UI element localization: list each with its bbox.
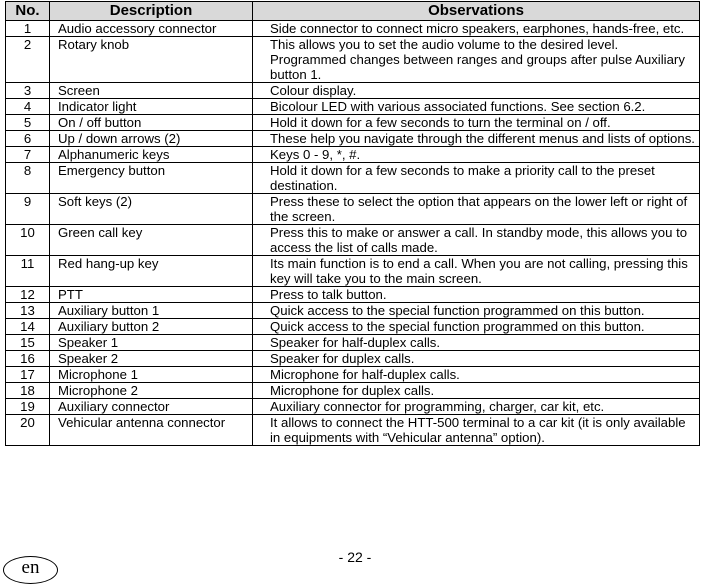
row-number: 5 bbox=[6, 115, 50, 131]
table-body bbox=[6, 21, 700, 446]
row-number: 20 bbox=[6, 415, 50, 446]
table-row bbox=[6, 37, 700, 83]
row-observations: Its main function is to end a call. When you are not calling, pressing this key will take you to the main screen. bbox=[253, 256, 700, 287]
row-observations: It allows to connect the HTT-500 terminal to a car kit (it is only available in equipments with “Vehicular antenna” option). bbox=[253, 415, 700, 446]
table-row bbox=[6, 335, 700, 351]
row-observations: Colour display. bbox=[253, 83, 700, 99]
row-description: Speaker 1 bbox=[50, 335, 253, 351]
row-observations: These help you navigate through the different menus and lists of options. bbox=[253, 131, 700, 147]
row-description: Audio accessory connector bbox=[50, 21, 253, 37]
row-description: Green call key bbox=[50, 225, 253, 256]
table-row bbox=[6, 147, 700, 163]
row-description: Rotary knob bbox=[50, 37, 253, 83]
table-row bbox=[6, 319, 700, 335]
table-row bbox=[6, 256, 700, 287]
row-number: 18 bbox=[6, 383, 50, 399]
row-description: Up / down arrows (2) bbox=[50, 131, 253, 147]
row-description: Alphanumeric keys bbox=[50, 147, 253, 163]
row-number: 1 bbox=[6, 21, 50, 37]
table-row bbox=[6, 131, 700, 147]
row-description: PTT bbox=[50, 287, 253, 303]
table-row bbox=[6, 194, 700, 225]
row-description: Auxiliary button 2 bbox=[50, 319, 253, 335]
row-description: Vehicular antenna connector bbox=[50, 415, 253, 446]
row-description: Speaker 2 bbox=[50, 351, 253, 367]
table-row bbox=[6, 367, 700, 383]
table-row bbox=[6, 415, 700, 446]
row-number: 15 bbox=[6, 335, 50, 351]
row-description: Auxiliary button 1 bbox=[50, 303, 253, 319]
row-description: Indicator light bbox=[50, 99, 253, 115]
page-number: - 22 - bbox=[338, 549, 372, 565]
row-observations: Quick access to the special function programmed on this button. bbox=[253, 319, 700, 335]
row-number: 16 bbox=[6, 351, 50, 367]
row-observations: Keys 0 - 9, *, #. bbox=[253, 147, 700, 163]
row-observations: Microphone for duplex calls. bbox=[253, 383, 700, 399]
row-description: Microphone 1 bbox=[50, 367, 253, 383]
table-row bbox=[6, 99, 700, 115]
language-badge: en bbox=[3, 556, 58, 584]
table-row bbox=[6, 383, 700, 399]
row-description: Auxiliary connector bbox=[50, 399, 253, 415]
header-no: No. bbox=[6, 2, 50, 21]
components-table bbox=[5, 1, 700, 446]
row-observations: Hold it down for a few seconds to turn the terminal on / off. bbox=[253, 115, 700, 131]
row-description: Soft keys (2) bbox=[50, 194, 253, 225]
row-number: 8 bbox=[6, 163, 50, 194]
row-observations: Speaker for duplex calls. bbox=[253, 351, 700, 367]
row-number: 14 bbox=[6, 319, 50, 335]
row-observations: Hold it down for a few seconds to make a priority call to the preset destination. bbox=[253, 163, 700, 194]
row-number: 11 bbox=[6, 256, 50, 287]
row-description: Red hang-up key bbox=[50, 256, 253, 287]
row-number: 3 bbox=[6, 83, 50, 99]
row-description: On / off button bbox=[50, 115, 253, 131]
table-header-row bbox=[6, 2, 700, 21]
row-observations: Side connector to connect micro speakers, earphones, hands-free, etc. bbox=[253, 21, 700, 37]
row-observations: This allows you to set the audio volume to the desired level. Programmed changes between ranges and groups after pulse Auxiliary button 1. bbox=[253, 37, 700, 83]
row-description: Screen bbox=[50, 83, 253, 99]
row-number: 4 bbox=[6, 99, 50, 115]
row-number: 6 bbox=[6, 131, 50, 147]
row-observations: Microphone for half-duplex calls. bbox=[253, 367, 700, 383]
row-observations: Press to talk button. bbox=[253, 287, 700, 303]
row-number: 17 bbox=[6, 367, 50, 383]
header-observations: Observations bbox=[253, 2, 700, 21]
row-number: 2 bbox=[6, 37, 50, 83]
row-number: 10 bbox=[6, 225, 50, 256]
table-row bbox=[6, 115, 700, 131]
row-number: 7 bbox=[6, 147, 50, 163]
table-row bbox=[6, 225, 700, 256]
row-observations: Press this to make or answer a call. In standby mode, this allows you to access the list of calls made. bbox=[253, 225, 700, 256]
row-description: Microphone 2 bbox=[50, 383, 253, 399]
row-observations: Speaker for half-duplex calls. bbox=[253, 335, 700, 351]
row-observations: Bicolour LED with various associated functions. See section 6.2. bbox=[253, 99, 700, 115]
header-description: Description bbox=[50, 2, 253, 21]
table-row bbox=[6, 303, 700, 319]
row-number: 9 bbox=[6, 194, 50, 225]
table-row bbox=[6, 351, 700, 367]
row-number: 19 bbox=[6, 399, 50, 415]
row-description: Emergency button bbox=[50, 163, 253, 194]
table-row bbox=[6, 399, 700, 415]
table-row bbox=[6, 21, 700, 37]
row-number: 13 bbox=[6, 303, 50, 319]
row-number: 12 bbox=[6, 287, 50, 303]
table-row bbox=[6, 163, 700, 194]
row-observations: Quick access to the special function programmed on this button. bbox=[253, 303, 700, 319]
table-row bbox=[6, 287, 700, 303]
table-row bbox=[6, 83, 700, 99]
row-observations: Press these to select the option that appears on the lower left or right of the screen. bbox=[253, 194, 700, 225]
row-observations: Auxiliary connector for programming, charger, car kit, etc. bbox=[253, 399, 700, 415]
